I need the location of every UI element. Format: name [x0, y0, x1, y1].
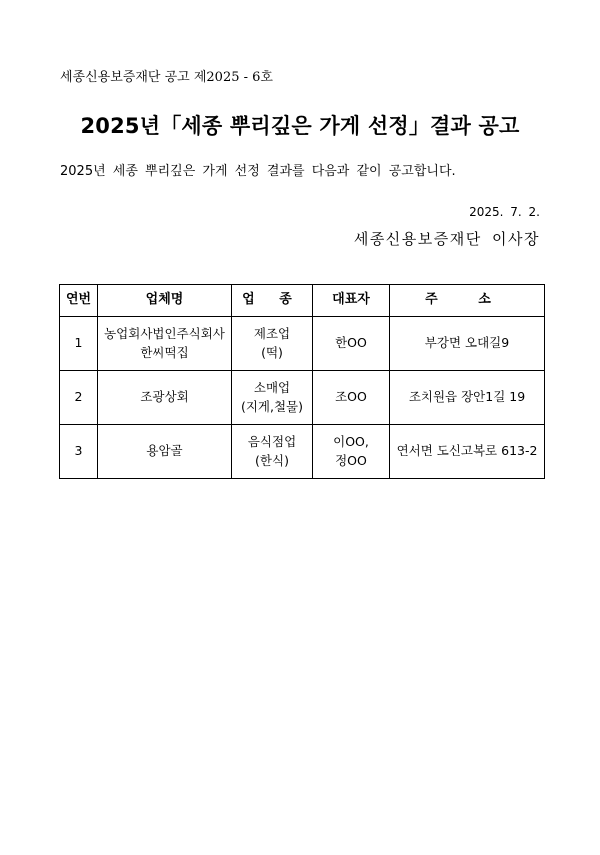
cell-industry — [232, 317, 313, 371]
header-industry — [232, 285, 313, 317]
cell-address: 부강면 오대길9 — [390, 317, 545, 371]
cell-company — [98, 317, 232, 371]
company-line: 용암골 — [146, 443, 183, 459]
header-address — [390, 285, 545, 317]
notice-date: 2025. 7. 2. — [469, 205, 540, 219]
rep-line: 이OO, — [333, 434, 369, 450]
notice-number: 세종신용보증재단 공고 제2025 - 6호 — [60, 70, 273, 85]
industry-line: (지게,철물) — [240, 398, 304, 414]
cell-representative — [313, 371, 390, 425]
table-row — [60, 371, 545, 425]
cell-address: 조치원읍 장안1길 19 — [390, 371, 545, 425]
industry-line: 제조업 — [253, 326, 291, 342]
cell-company — [98, 425, 232, 479]
header-company: 업체명 — [98, 285, 232, 317]
company-line: 조광상회 — [140, 389, 189, 405]
issuer-signature: 세종신용보증재단 이사장 — [353, 230, 540, 248]
industry-line: (떡) — [261, 344, 283, 360]
company-line: 한씨떡집 — [140, 344, 189, 360]
industry-line: 소매업 — [253, 380, 291, 396]
header-industry-label: 업 종 — [242, 292, 302, 308]
rep-line: 조OO — [335, 389, 367, 405]
cell-no: 3 — [60, 425, 98, 479]
cell-representative — [313, 425, 390, 479]
industry-line: (한식) — [255, 452, 289, 468]
cell-industry — [232, 425, 313, 479]
header-no: 연번 — [60, 285, 98, 317]
table-header-row — [60, 285, 545, 317]
cell-representative — [313, 317, 390, 371]
company-line: 농업회사법인주식회사 — [104, 326, 225, 342]
cell-industry — [232, 371, 313, 425]
table-row — [60, 425, 545, 479]
intro-text: 2025년 세종 뿌리깊은 가게 선정 결과를 다음과 같이 공고합니다. — [60, 164, 456, 179]
cell-no: 1 — [60, 317, 98, 371]
results-table — [59, 284, 545, 479]
rep-line: 정OO — [335, 452, 367, 468]
page-title: 2025년「세종 뿌리깊은 가게 선정」결과 공고 — [80, 114, 520, 138]
cell-company — [98, 371, 232, 425]
industry-line: 음식점업 — [247, 434, 297, 450]
header-representative: 대표자 — [313, 285, 390, 317]
rep-line: 한OO — [335, 335, 367, 351]
table-row — [60, 317, 545, 371]
header-address-label: 주 소 — [425, 292, 509, 308]
cell-no: 2 — [60, 371, 98, 425]
cell-address: 연서면 도신고복로 613-2 — [390, 425, 545, 479]
